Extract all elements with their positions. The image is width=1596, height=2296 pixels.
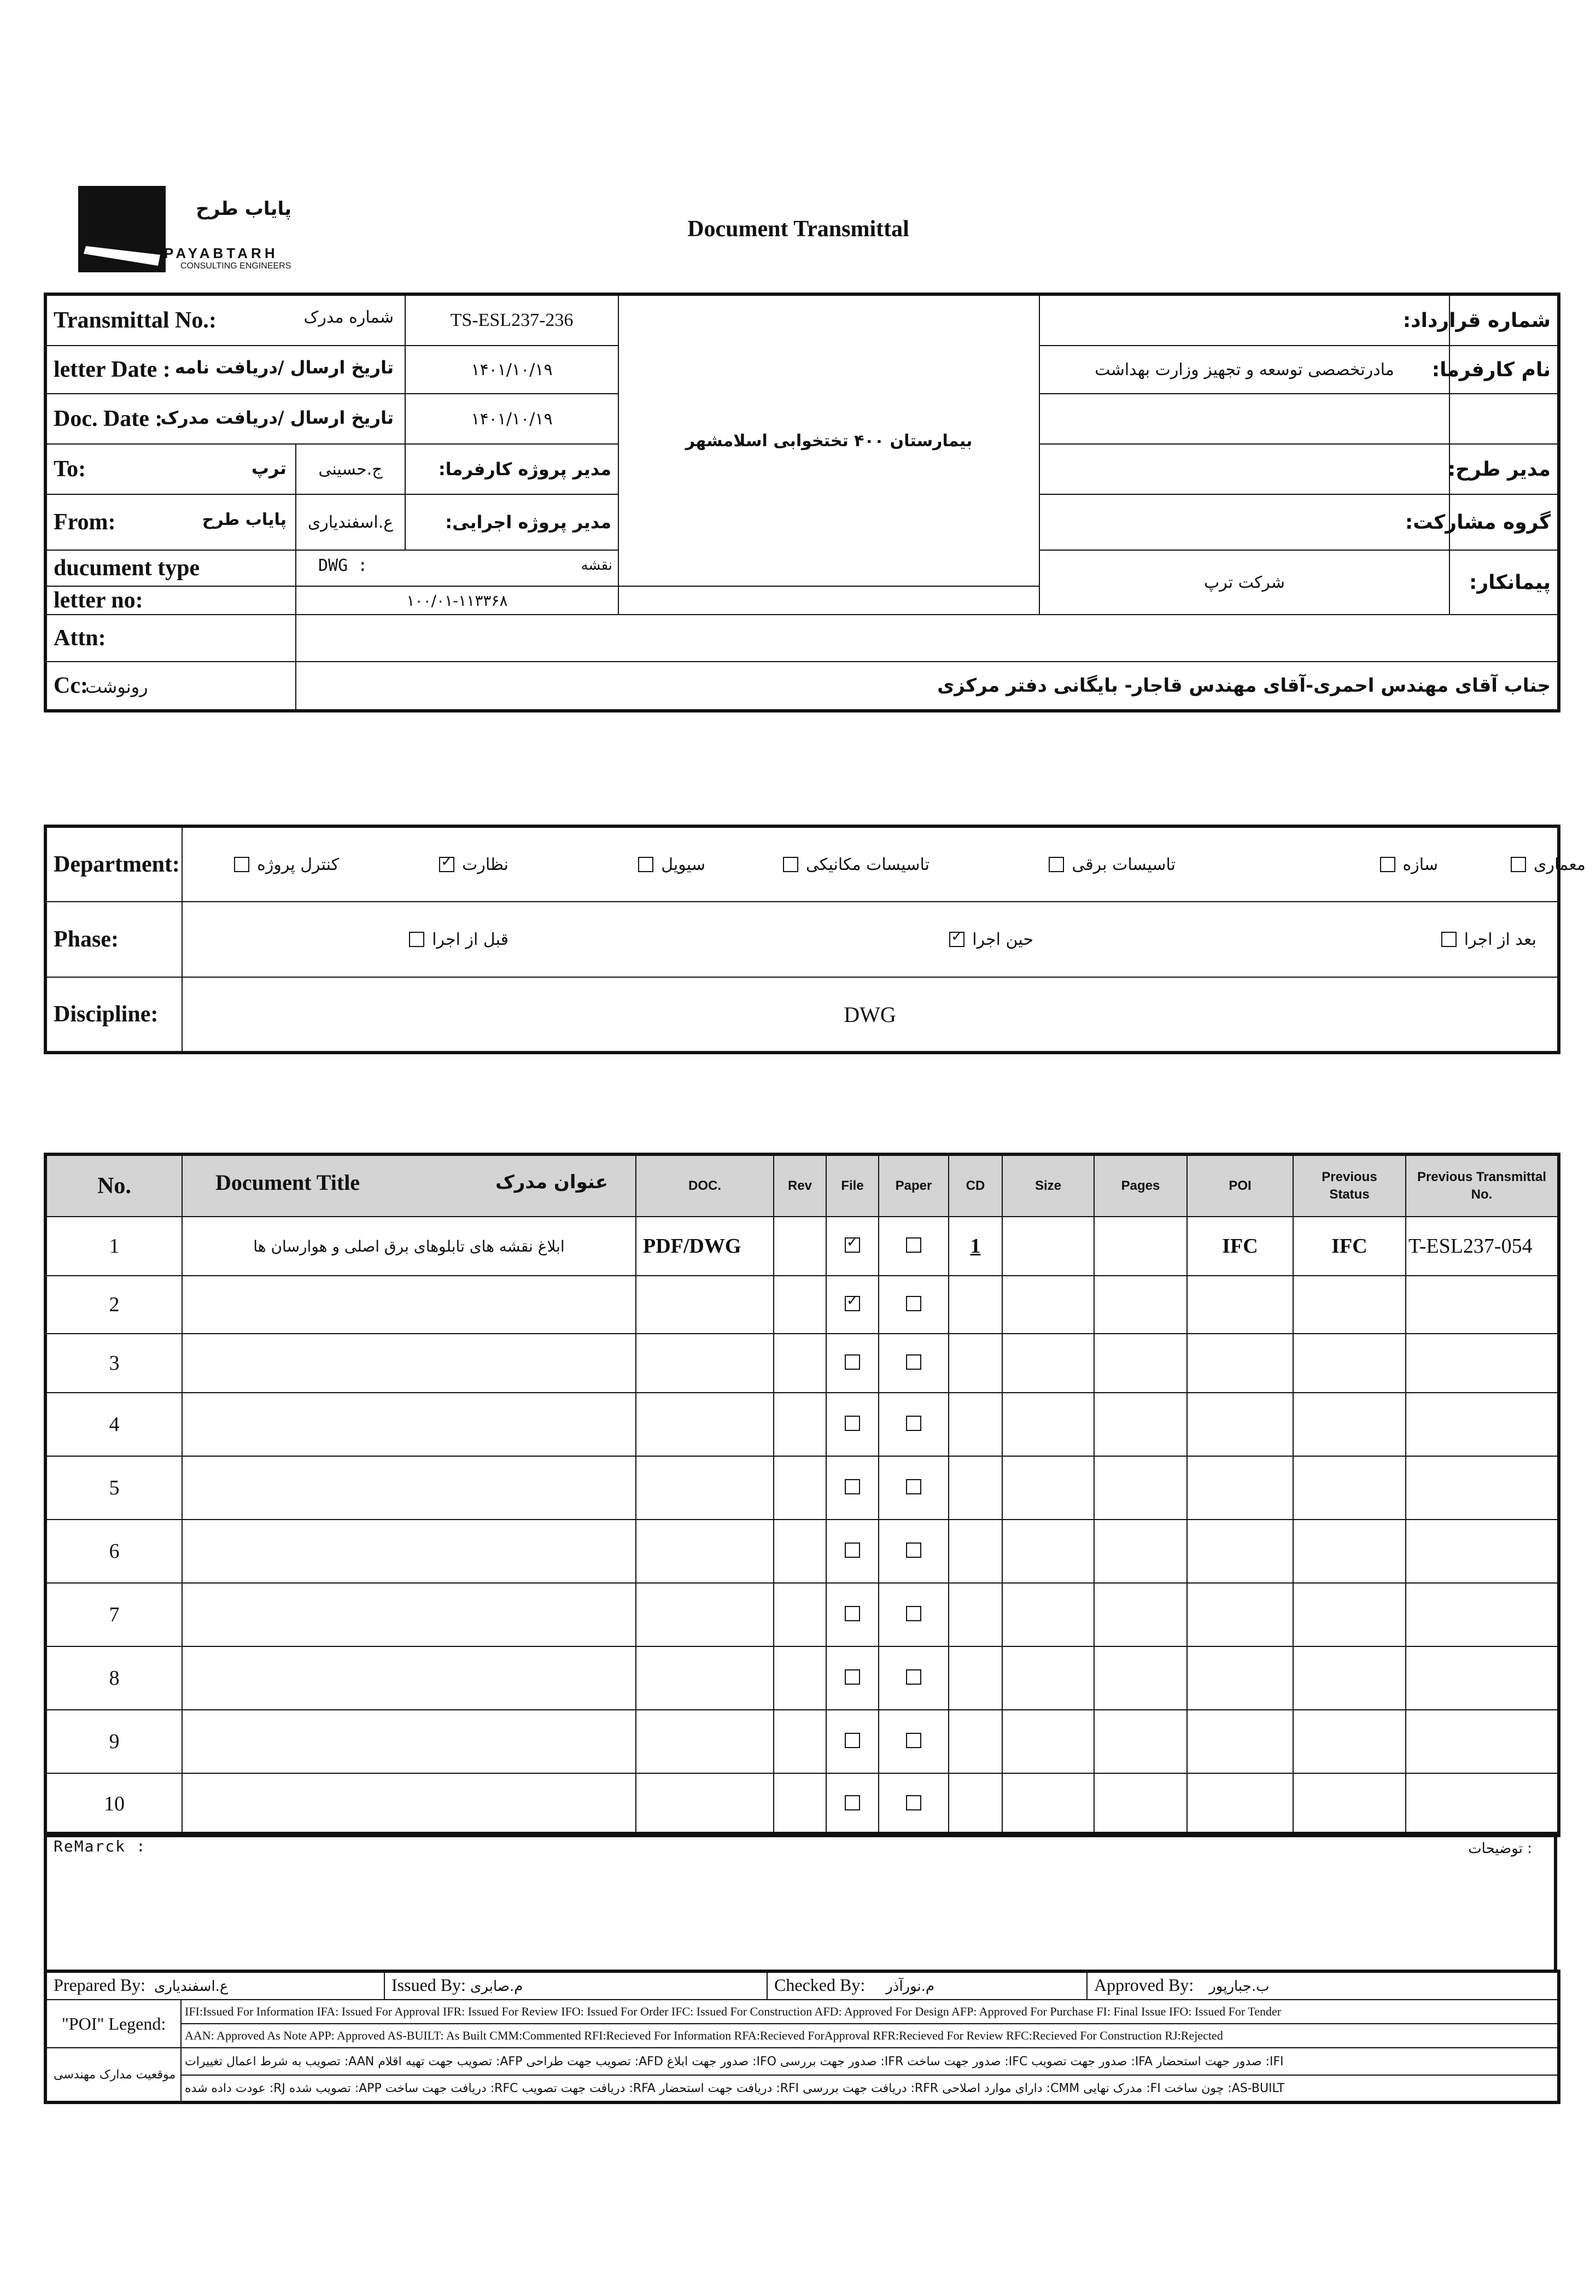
logo-brand-fa: پایاب طرح	[196, 198, 291, 220]
cc-label-fa: رونوشت	[85, 676, 148, 697]
row-prev-status-text: IFC	[1331, 1235, 1367, 1258]
row-prev-transmittal	[1406, 1520, 1559, 1583]
approved-by-value: ب.جبارپور	[1209, 1978, 1270, 1995]
project-spacer	[618, 586, 1039, 615]
phase-option-label: بعد از اجرا	[1464, 930, 1536, 949]
department-option-label: معماری	[1534, 855, 1586, 874]
letter-date-value: ۱۴۰۱/۱۰/۱۹	[405, 346, 618, 394]
legend-line-3: IFI: صدور جهت استحضار IFA: صدور جهت تصویب IFC: صدور جهت ساخت IFR: صدور جهت بررسی IFO: صدور جهت ابلاغ AFD: تصویب جهت طراحی AFP: تصویب جهت تهیه اقلام AAN: تصویب به شرط اعمال تغییرات	[181, 2048, 1559, 2075]
row-doc	[636, 1334, 774, 1393]
row-poi	[1187, 1773, 1293, 1836]
row-poi	[1187, 1583, 1293, 1646]
col-title-fa: عنوان مدرک	[495, 1171, 608, 1193]
col-paper: Paper	[879, 1154, 949, 1217]
row-size	[1002, 1393, 1094, 1456]
row-rev	[774, 1456, 826, 1520]
issued-by-value: م.صابری	[470, 1978, 523, 1995]
row-prev-status	[1293, 1646, 1406, 1710]
department-phase-table	[44, 825, 1586, 1054]
row-paper	[879, 1217, 949, 1276]
approved-by-cell	[1087, 1970, 1559, 2000]
col-doc: DOC.	[636, 1154, 774, 1217]
doc-date-label-fa: تاریخ ارسال /دریافت مدرک	[160, 407, 394, 428]
row-file	[826, 1710, 879, 1773]
col-rev: Rev	[774, 1154, 826, 1217]
row-poi	[1187, 1276, 1293, 1334]
checked-by-label: Checked By:	[774, 1974, 866, 1995]
row-file-checkbox[interactable]	[845, 1296, 860, 1311]
row-prev-status	[1293, 1583, 1406, 1646]
letter-no-value: ۱۰۰/۰۱-۱۱۳۳۶۸	[296, 586, 618, 615]
row-cd	[949, 1217, 1002, 1276]
logo-subtitle: CONSULTING ENGINEERS	[180, 261, 291, 271]
row-paper	[879, 1773, 949, 1836]
row-rev	[774, 1710, 826, 1773]
contract-no-label: شماره قرارداد:	[1449, 294, 1559, 346]
row-prev-transmittal	[1406, 1393, 1559, 1456]
remarks-cell	[45, 1833, 1556, 1971]
letter-date-label-fa: تاریخ ارسال /دریافت نامه	[174, 357, 394, 378]
legend-fa-label: موقعیت مدارک مهندسی	[45, 2048, 181, 2102]
row-rev	[774, 1583, 826, 1646]
transmittal-no-value: TS-ESL237-236	[405, 294, 618, 346]
row-no	[45, 1217, 182, 1276]
row-file	[826, 1334, 879, 1393]
document-title: Document Transmittal	[687, 217, 909, 242]
issued-by-cell	[384, 1970, 767, 2000]
row-poi	[1187, 1646, 1293, 1710]
row-cd	[949, 1710, 1002, 1773]
department-checkbox[interactable]	[1049, 857, 1064, 872]
row-file-checkbox[interactable]	[845, 1669, 860, 1685]
row-pages	[1094, 1456, 1187, 1520]
remarks-table	[44, 1832, 1557, 1973]
row-title	[182, 1334, 636, 1393]
table-row	[45, 1456, 1559, 1520]
department-checkbox[interactable]	[234, 857, 249, 872]
row-paper-checkbox[interactable]	[906, 1543, 921, 1558]
row-doc	[636, 1773, 774, 1836]
row-file	[826, 1217, 879, 1276]
row-prev-status	[1293, 1276, 1406, 1334]
row-no-text: 9	[109, 1730, 120, 1753]
row-no	[45, 1393, 182, 1456]
department-checkbox[interactable]	[1380, 857, 1395, 872]
legend-line-2: AAN: Approved As Note APP: Approved AS-BUILT: As Built CMM:Commented RFI:Recieved For Information RFA:Recieved ForApproval RFR:Recieved For Review RFC:Recieved For Construction RJ:Rejected	[181, 2024, 1559, 2048]
department-option-label: نظارت	[462, 855, 508, 874]
table-row	[45, 1520, 1559, 1583]
department-option[interactable]	[439, 828, 508, 901]
row-file-checkbox[interactable]	[845, 1795, 860, 1810]
department-checkbox[interactable]	[638, 857, 653, 872]
row-poi	[1187, 1334, 1293, 1393]
row-paper-checkbox[interactable]	[906, 1479, 921, 1494]
letter-no-label: letter no:	[45, 586, 296, 615]
client-pm-label: مدیر پروژه کارفرما:	[405, 444, 618, 494]
row-doc	[636, 1393, 774, 1456]
row-no-text: 6	[109, 1540, 120, 1563]
prepared-by-value: ع.اسفندیاری	[154, 1978, 229, 1995]
row-prev-transmittal	[1406, 1773, 1559, 1836]
row-paper	[879, 1710, 949, 1773]
row-file	[826, 1583, 879, 1646]
designer-value	[1039, 444, 1449, 494]
row-file	[826, 1276, 879, 1334]
row-prev-transmittal	[1406, 1583, 1559, 1646]
col-no: No.	[45, 1154, 182, 1217]
row-file	[826, 1520, 879, 1583]
department-checkbox[interactable]	[783, 857, 798, 872]
row-cd-text: 1	[970, 1235, 981, 1258]
row-pages	[1094, 1393, 1187, 1456]
doc-type-fa: نقشه	[581, 557, 613, 574]
attn-value	[296, 615, 1559, 662]
department-checkbox[interactable]	[439, 857, 454, 872]
row-title	[182, 1276, 636, 1334]
row-file-checkbox[interactable]	[845, 1543, 860, 1558]
table-row	[45, 1773, 1559, 1836]
col-cd: CD	[949, 1154, 1002, 1217]
row-paper	[879, 1393, 949, 1456]
row-size	[1002, 1217, 1094, 1276]
partner-value	[1039, 494, 1449, 550]
client-name-value: مادرتخصصی توسعه و تجهیز وزارت بهداشت	[1039, 346, 1449, 394]
row-prev-transmittal-text: T-ESL237-054	[1408, 1235, 1533, 1258]
phase-option[interactable]	[949, 902, 1033, 977]
row-no	[45, 1334, 182, 1393]
prepared-by-cell	[45, 1970, 384, 2000]
designer-spacer-2	[1449, 394, 1559, 444]
cc-cell	[45, 662, 296, 711]
col-title-en: Document Title	[215, 1170, 360, 1195]
row-no	[45, 1710, 182, 1773]
row-poi	[1187, 1217, 1293, 1276]
row-prev-transmittal	[1406, 1217, 1559, 1276]
row-cd	[949, 1583, 1002, 1646]
department-option[interactable]	[1380, 828, 1438, 901]
row-poi	[1187, 1393, 1293, 1456]
row-no	[45, 1520, 182, 1583]
row-poi-text: IFC	[1222, 1235, 1258, 1258]
row-size	[1002, 1334, 1094, 1393]
letter-date-label-cell	[45, 346, 405, 394]
doc-date-value: ۱۴۰۱/۱۰/۱۹	[405, 394, 618, 444]
client-name-label: نام کارفرما:	[1449, 346, 1559, 394]
table-row	[45, 1334, 1559, 1393]
doc-date-label: Doc. Date :	[54, 406, 163, 431]
row-prev-status	[1293, 1773, 1406, 1836]
documents-table	[44, 1153, 1560, 1837]
table-row	[45, 1393, 1559, 1456]
row-file-checkbox[interactable]	[845, 1606, 860, 1621]
row-cd	[949, 1646, 1002, 1710]
row-doc	[636, 1710, 774, 1773]
row-size	[1002, 1520, 1094, 1583]
row-file-checkbox[interactable]	[845, 1479, 860, 1494]
row-no-text: 2	[109, 1293, 120, 1316]
row-prev-status	[1293, 1393, 1406, 1456]
row-no-text: 4	[109, 1413, 120, 1436]
phase-checkbox[interactable]	[1441, 932, 1457, 947]
row-pages	[1094, 1583, 1187, 1646]
table-row	[45, 1217, 1559, 1276]
transmittal-no-label-cell	[45, 294, 405, 346]
col-title	[182, 1154, 636, 1217]
discipline-value: DWG	[182, 977, 1559, 1053]
row-size	[1002, 1710, 1094, 1773]
checked-by-value: م.نورآذر	[886, 1978, 935, 1995]
row-prev-transmittal	[1406, 1710, 1559, 1773]
checked-by-cell	[767, 1970, 1087, 2000]
cc-label: Cc:	[54, 673, 88, 698]
row-doc-text: PDF/DWG	[643, 1235, 741, 1258]
row-size	[1002, 1276, 1094, 1334]
row-paper-checkbox[interactable]	[906, 1606, 921, 1621]
row-paper	[879, 1646, 949, 1710]
remarks-label: ReMarck :	[54, 1837, 147, 1855]
department-option[interactable]	[234, 828, 339, 901]
row-no	[45, 1456, 182, 1520]
department-option[interactable]	[1049, 828, 1176, 901]
row-doc	[636, 1276, 774, 1334]
department-checkbox[interactable]	[1511, 857, 1526, 872]
row-prev-status	[1293, 1710, 1406, 1773]
row-file	[826, 1456, 879, 1520]
row-file-checkbox[interactable]	[845, 1416, 860, 1431]
table-row	[45, 1710, 1559, 1773]
row-no-text: 8	[109, 1667, 120, 1690]
row-cd	[949, 1393, 1002, 1456]
department-option-label: کنترل پروژه	[257, 855, 339, 874]
row-doc	[636, 1217, 774, 1276]
row-paper-checkbox[interactable]	[906, 1733, 921, 1748]
row-rev	[774, 1646, 826, 1710]
contractor-label: پیمانکار:	[1449, 550, 1559, 615]
row-poi	[1187, 1710, 1293, 1773]
row-title	[182, 1646, 636, 1710]
row-no	[45, 1583, 182, 1646]
row-cd	[949, 1456, 1002, 1520]
row-rev	[774, 1276, 826, 1334]
cc-value: جناب آقای مهندس احمری-آقای مهندس قاجار- بایگانی دفتر مرکزی	[296, 662, 1559, 711]
row-paper-checkbox[interactable]	[906, 1296, 921, 1311]
row-paper-checkbox[interactable]	[906, 1354, 921, 1370]
table-row	[45, 1276, 1559, 1334]
row-paper	[879, 1583, 949, 1646]
row-rev	[774, 1217, 826, 1276]
row-paper	[879, 1520, 949, 1583]
col-poi: POI	[1187, 1154, 1293, 1217]
company-logo	[78, 186, 166, 272]
row-title-text: ابلاغ نقشه های تابلوهای برق اصلی و هوارسان ها	[253, 1237, 565, 1255]
poi-legend-label: "POI" Legend:	[45, 2000, 181, 2048]
designer-spacer	[1039, 394, 1449, 444]
row-title	[182, 1710, 636, 1773]
row-doc	[636, 1583, 774, 1646]
row-file	[826, 1393, 879, 1456]
col-prev-status: Previous Status	[1293, 1154, 1406, 1217]
from-value: پایاب طرح	[202, 510, 287, 529]
table-row	[45, 1583, 1559, 1646]
doc-type-label: ducument type	[45, 550, 296, 586]
row-cd	[949, 1276, 1002, 1334]
row-pages	[1094, 1520, 1187, 1583]
transmittal-header-table	[44, 293, 1560, 712]
transmittal-no-label: Transmittal No.:	[54, 308, 217, 333]
project-name: بیمارستان ۴۰۰ تختخوابی اسلامشهر	[618, 294, 1039, 586]
row-pages	[1094, 1334, 1187, 1393]
row-file-checkbox[interactable]	[845, 1733, 860, 1748]
row-file-checkbox[interactable]	[845, 1237, 860, 1253]
row-no	[45, 1773, 182, 1836]
from-cell	[45, 494, 296, 550]
row-file-checkbox[interactable]	[845, 1354, 860, 1370]
transmittal-no-label-fa: شماره مدرک	[303, 308, 394, 327]
from-label: From:	[54, 510, 116, 535]
row-paper-checkbox[interactable]	[906, 1416, 921, 1431]
row-poi	[1187, 1520, 1293, 1583]
department-option-label: سیویل	[661, 855, 705, 874]
doc-type-cell	[296, 550, 618, 586]
row-doc	[636, 1646, 774, 1710]
row-title	[182, 1393, 636, 1456]
client-pm-name: ج.حسینی	[296, 444, 405, 494]
logo-brand-en: PAYABTARH	[164, 245, 278, 261]
row-paper	[879, 1276, 949, 1334]
row-prev-transmittal	[1406, 1334, 1559, 1393]
phase-checkbox[interactable]	[949, 932, 964, 947]
col-size: Size	[1002, 1154, 1094, 1217]
row-paper-checkbox[interactable]	[906, 1795, 921, 1810]
row-prev-status	[1293, 1334, 1406, 1393]
signature-legend-table	[44, 1970, 1560, 2104]
legend-line-1: IFI:Issued For Information IFA: Issued For Approval IFR: Issued For Review IFO: Issued For Order IFC: Issued For Construction AFD: Approved For Design AFP: Approved For Purchase FI: Final Issue IFO: Issued For Tender	[181, 2000, 1559, 2024]
row-no	[45, 1646, 182, 1710]
row-prev-transmittal	[1406, 1276, 1559, 1334]
phase-option[interactable]	[409, 902, 508, 977]
row-prev-status	[1293, 1456, 1406, 1520]
row-title	[182, 1773, 636, 1836]
phase-label: Phase:	[45, 902, 182, 977]
row-rev	[774, 1773, 826, 1836]
department-option-label: سازه	[1402, 855, 1438, 874]
row-prev-status	[1293, 1520, 1406, 1583]
row-size	[1002, 1773, 1094, 1836]
phase-checkbox[interactable]	[409, 932, 424, 947]
row-size	[1002, 1583, 1094, 1646]
row-cd	[949, 1334, 1002, 1393]
row-title	[182, 1456, 636, 1520]
col-prev-transmittal: Previous Transmittal No.	[1406, 1154, 1559, 1217]
table-row	[45, 1646, 1559, 1710]
attn-label: Attn:	[45, 615, 296, 662]
row-doc	[636, 1520, 774, 1583]
row-size	[1002, 1646, 1094, 1710]
row-prev-status	[1293, 1217, 1406, 1276]
row-prev-transmittal	[1406, 1456, 1559, 1520]
row-rev	[774, 1520, 826, 1583]
department-option[interactable]	[783, 828, 929, 901]
letter-date-label: letter Date :	[54, 357, 171, 382]
row-title	[182, 1583, 636, 1646]
row-paper	[879, 1334, 949, 1393]
row-pages	[1094, 1773, 1187, 1836]
row-file	[826, 1646, 879, 1710]
row-no-text: 1	[109, 1235, 120, 1258]
exec-pm-label: مدیر پروژه اجرایی:	[405, 494, 618, 550]
row-pages	[1094, 1276, 1187, 1334]
contractor-value: شرکت ترپ	[1039, 550, 1449, 615]
department-option-label: تاسیسات برقی	[1072, 855, 1176, 874]
col-pages: Pages	[1094, 1154, 1187, 1217]
row-size	[1002, 1456, 1094, 1520]
row-no-text: 7	[109, 1603, 120, 1626]
row-paper-checkbox[interactable]	[906, 1669, 921, 1685]
row-no	[45, 1276, 182, 1334]
partner-label: گروه مشارکت:	[1449, 494, 1559, 550]
designer-label: مدیر طرح:	[1449, 444, 1559, 494]
department-option[interactable]	[638, 828, 705, 901]
row-no-text: 3	[109, 1352, 120, 1375]
row-pages	[1094, 1710, 1187, 1773]
doc-type-value: DWG :	[318, 556, 368, 575]
row-doc	[636, 1456, 774, 1520]
department-label: Department:	[45, 826, 182, 902]
row-cd	[949, 1773, 1002, 1836]
row-rev	[774, 1334, 826, 1393]
row-poi	[1187, 1456, 1293, 1520]
phase-option-label: حین اجرا	[972, 930, 1033, 949]
discipline-label: Discipline:	[45, 977, 182, 1053]
legend-line-4: AS-BUILT: چون ساخت FI: مدرک نهایی CMM: دارای موارد اصلاحی RFR: دریافت جهت بررسی RFI: دریافت جهت استحضار RFA: دریافت جهت تصویب RFC: دریافت جهت ساخت APP: تصویب شده RJ: عودت داده شده	[181, 2075, 1559, 2102]
row-title	[182, 1520, 636, 1583]
row-cd	[949, 1520, 1002, 1583]
prepared-by-label: Prepared By:	[54, 1974, 145, 1995]
to-label: To:	[54, 457, 86, 482]
department-option-label: تاسیسات مکانیکی	[805, 855, 929, 874]
to-value: ترپ	[251, 458, 287, 478]
row-rev	[774, 1393, 826, 1456]
row-file	[826, 1773, 879, 1836]
doc-date-label-cell	[45, 394, 405, 444]
remarks-label-fa: توضیحات :	[1468, 1841, 1532, 1857]
department-options	[182, 826, 1586, 902]
row-title	[182, 1217, 636, 1276]
row-paper-checkbox[interactable]	[906, 1237, 921, 1253]
to-cell	[45, 444, 296, 494]
row-no-text: 10	[104, 1792, 125, 1815]
row-no-text: 5	[109, 1476, 120, 1499]
approved-by-label: Approved By:	[1094, 1974, 1194, 1995]
row-pages	[1094, 1217, 1187, 1276]
row-paper	[879, 1456, 949, 1520]
phase-option[interactable]	[1441, 902, 1536, 977]
department-option[interactable]	[1511, 828, 1586, 901]
row-pages	[1094, 1646, 1187, 1710]
phase-options	[182, 902, 1559, 977]
issued-by-label: Issued By:	[391, 1974, 466, 1995]
col-file: File	[826, 1154, 879, 1217]
phase-option-label: قبل از اجرا	[432, 930, 508, 949]
row-prev-transmittal	[1406, 1646, 1559, 1710]
contract-no-value	[1039, 294, 1449, 346]
exec-pm-name: ع.اسفندیاری	[296, 494, 405, 550]
